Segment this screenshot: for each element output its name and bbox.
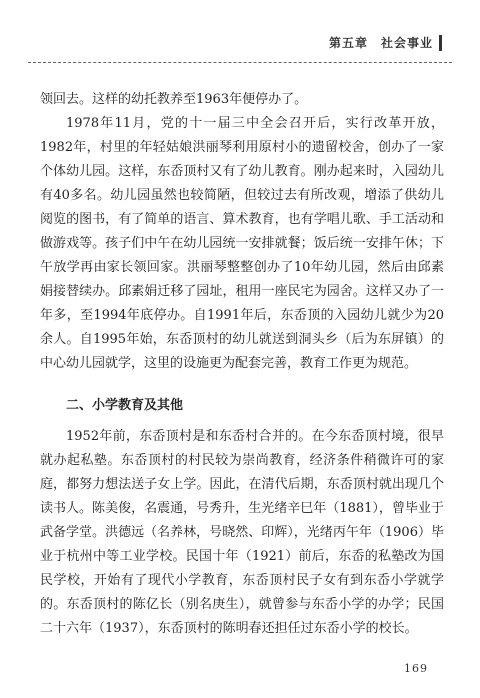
- chapter-title: 第五章 社会事业: [328, 36, 433, 50]
- running-header: [329, 34, 442, 51]
- section-heading: 二、小学教育及其他: [66, 398, 184, 413]
- paragraph: 1978年11月，党的十一届三中全会召开后，实行改革开放，1982年，村里的年轻姑娘洪丽琴利用原村小的遗留校舍，创办了一家个体幼儿园。这样，东岙顶村又有了幼儿教育。刚办起来时，入园幼儿有40多名。幼儿园虽然也较简陋，但较过去有所改观，增添了供幼儿阅览的图书，有了简单的语言、算术教育，也有学唱儿歌、手工活动和做游戏等。孩子们中午在幼儿园统一安排就餐；饭后统一安排午休；下午放学再由家长领回家。洪丽琴整整创办了10年幼儿园，然后由邱素娟接替续办。邱素娟迁移了园址，租用一座民宅为园舍。这样又办了一年多，至1994年底停办。自1991年后，东岙顶的入园幼儿就少为20余人。自1995年始，东岙顶村的幼儿就送到洞头乡（后为东屏镇）的中心幼儿园就学，这里的设施更为配套完善，教育工作更为规范。: [40, 116, 444, 371]
- header-bar: [439, 35, 442, 51]
- page-body: [40, 88, 444, 641]
- paragraph-continued: 领回去。这样的幼托教养至1963年便停办了。: [40, 92, 308, 107]
- page-number: 169: [404, 662, 428, 675]
- paragraph: 1952年前，东岙顶村是和东岙村合并的。在今东岙顶村境，很早就办起私塾。东岙顶村的村民较为崇尚教育，经济条件稍微许可的家庭，都努力想法送子女上学。因此，在清代后期，东岙顶村就出现几个读书人。陈美俊，名震通，号秀升，生光绪辛巳年（1881），曾毕业于武备学堂。洪德远（名养林，号晓然、印辉），光绪丙午年（1906）毕业于杭州中等工业学校。民国十年（1921）前后，东岙的私塾改为国民学校，开始有了现代小学教育，东岙顶村民子女有到东岙小学就学的。东岙顶村的陈亿长（别名庚生），就曾参与东岙小学的办学；民国二十六年（1937），东岙顶村的陈明春还担任过东岙小学的校长。: [40, 429, 444, 636]
- header-rule: [28, 62, 452, 63]
